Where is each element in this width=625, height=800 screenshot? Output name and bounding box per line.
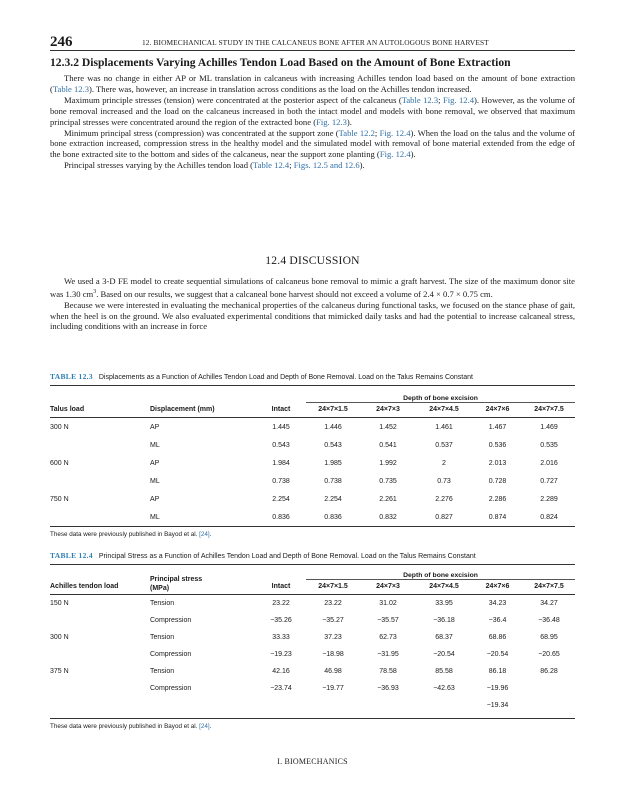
row-type-cell: ML xyxy=(150,477,160,485)
row-label-cell xyxy=(50,508,150,526)
value-cell: 1.467 xyxy=(488,423,507,431)
value-cell: 34.23 xyxy=(488,600,507,607)
value-cell: 68.37 xyxy=(435,634,453,641)
table-caption xyxy=(50,551,575,560)
value-cell: −19.34 xyxy=(486,702,509,709)
column-header: 24×7×3 xyxy=(376,406,400,414)
row-label-cell xyxy=(50,680,150,697)
value-cell: −20.54 xyxy=(433,651,455,658)
row-label-cell: 600 N xyxy=(50,459,69,467)
group-header: Depth of bone excision xyxy=(403,571,478,579)
value-cell: −36.48 xyxy=(538,617,560,624)
table-reference-link[interactable]: Table 12.3 xyxy=(401,94,439,105)
paragraph xyxy=(50,95,575,128)
value-cell: 2.016 xyxy=(540,459,558,467)
table-row xyxy=(50,508,575,526)
value-cell: 0.738 xyxy=(324,477,342,485)
column-header: 24×7×7.5 xyxy=(534,406,564,414)
column-header: 24×7×6 xyxy=(485,583,510,591)
text-run: ; xyxy=(374,127,380,138)
principal-stress-table xyxy=(50,565,575,714)
value-cell: 46.98 xyxy=(324,668,342,675)
figure-reference-link[interactable]: Fig. 12.4 xyxy=(379,127,411,138)
table-row xyxy=(50,629,575,646)
table-caption xyxy=(50,372,575,381)
paragraph xyxy=(50,160,575,171)
row-label-cell: 150 N xyxy=(50,600,69,607)
value-cell: 2.276 xyxy=(435,495,453,503)
value-cell: −19.77 xyxy=(322,685,344,692)
value-cell: −31.95 xyxy=(377,651,399,658)
table-row xyxy=(50,418,575,436)
value-cell: 0.827 xyxy=(435,513,453,521)
section-title-12-3-2: 12.3.2 Displacements Varying Achilles Tendon Load Based on the Amount of Bone Extraction xyxy=(50,56,511,69)
value-cell: 33.95 xyxy=(435,600,453,607)
row-label-cell: 300 N xyxy=(50,423,69,431)
row-type-cell: AP xyxy=(150,495,160,503)
value-cell: 0.536 xyxy=(488,441,507,449)
value-cell: −23.74 xyxy=(270,685,292,692)
row-type-cell: Compression xyxy=(150,651,192,658)
value-cell xyxy=(416,697,472,714)
table-body xyxy=(50,418,575,526)
column-header-row xyxy=(50,580,575,595)
table-12-3 xyxy=(50,372,575,538)
paragraph xyxy=(50,73,575,95)
value-cell: 0.836 xyxy=(272,513,290,521)
row-type-cell: ML xyxy=(150,513,160,521)
table-body xyxy=(50,595,575,714)
text-run: Principal stresses varying by the Achilles tendon load ( xyxy=(64,160,254,171)
value-cell: −20.65 xyxy=(538,651,560,658)
value-cell: 0.836 xyxy=(324,513,342,521)
row-type-cell: AP xyxy=(150,459,160,467)
table-row xyxy=(50,454,575,472)
row-label-cell xyxy=(50,436,150,454)
text-run: ). xyxy=(410,149,416,160)
running-title: 12. BIOMECHANICAL STUDY IN THE CALCANEUS BONE AFTER AN AUTOLOGOUS BONE HARVEST xyxy=(142,38,489,47)
value-cell: −20.54 xyxy=(486,651,509,658)
column-header: 24×7×6 xyxy=(485,406,510,414)
value-cell: 0.543 xyxy=(272,441,290,449)
column-header: 24×7×4.5 xyxy=(429,583,459,591)
value-cell: 1.446 xyxy=(324,423,342,431)
column-header: Talus load xyxy=(50,406,85,414)
superscript: 3 xyxy=(93,288,97,295)
citation-link[interactable]: [24] xyxy=(199,531,210,538)
value-cell: 1.452 xyxy=(379,423,397,431)
table-note xyxy=(50,723,575,730)
group-header: Depth of bone excision xyxy=(403,394,478,402)
text-run: ; xyxy=(438,94,443,105)
value-cell: 2 xyxy=(442,459,446,467)
value-cell: 2.254 xyxy=(324,495,342,503)
column-header: 24×7×3 xyxy=(376,583,400,591)
value-cell: 33.33 xyxy=(272,634,290,641)
value-cell: 31.02 xyxy=(379,600,397,607)
value-cell: 2.289 xyxy=(540,495,558,503)
section-12-3-2-body xyxy=(50,73,575,171)
value-cell: 0.727 xyxy=(540,477,558,485)
value-cell xyxy=(256,697,306,714)
value-cell: 62.73 xyxy=(379,634,397,641)
section-title-12-4: 12.4 DISCUSSION xyxy=(265,254,360,267)
table-12-4 xyxy=(50,551,575,730)
value-cell: 0.541 xyxy=(379,441,397,449)
value-cell: −35.57 xyxy=(377,617,399,624)
value-cell: 23.22 xyxy=(324,600,342,607)
table-reference-link[interactable]: Table 12.2 xyxy=(338,127,375,138)
value-cell: 1.469 xyxy=(540,423,558,431)
value-cell: −19.96 xyxy=(486,685,509,692)
text-run: . Based on our results, we suggest that a calcaneal bone harvest should not exceed a volume of 2.4 × 0.7 × 0.75 cm. xyxy=(96,288,493,299)
header-line: (MPa) xyxy=(150,585,170,592)
text-run: Maximum principle stresses (tension) were concentrated at the posterior aspect of the calcaneus ( xyxy=(64,94,402,105)
column-header: Intact xyxy=(271,406,291,414)
row-type-cell: Tension xyxy=(150,634,175,641)
column-header-principal-stress xyxy=(150,565,256,595)
table-label: TABLE 12.4 xyxy=(50,551,93,560)
value-cell: −36.4 xyxy=(488,617,507,624)
value-cell: 0.537 xyxy=(435,441,453,449)
value-cell xyxy=(523,697,575,714)
table-row xyxy=(50,436,575,454)
value-cell: 85.58 xyxy=(435,668,453,675)
value-cell: 1.984 xyxy=(272,459,290,467)
value-cell: −36.93 xyxy=(377,685,399,692)
value-cell: 34.27 xyxy=(540,600,558,607)
row-type-cell: AP xyxy=(150,423,160,431)
group-header-row xyxy=(50,386,575,402)
row-label-cell: 750 N xyxy=(50,495,69,503)
paragraph xyxy=(50,128,575,161)
running-header xyxy=(50,34,575,50)
figure-reference-link[interactable]: Fig. 12.3 xyxy=(316,116,347,127)
header-line: Principal stress xyxy=(150,576,203,583)
row-label-cell: 300 N xyxy=(50,634,69,641)
value-cell: 1.985 xyxy=(324,459,342,467)
displacement-table xyxy=(50,386,575,526)
figure-reference-link[interactable]: Figs. 12.5 and 12.6 xyxy=(293,160,360,171)
group-header-row xyxy=(50,565,575,579)
value-cell: 37.23 xyxy=(324,634,342,641)
text-run: Minimum principal stress (compression) was concentrated at the support zone ( xyxy=(64,127,339,138)
column-header: 24×7×4.5 xyxy=(429,406,459,414)
value-cell xyxy=(523,680,575,697)
column-header: Displacement (mm) xyxy=(150,406,215,414)
text-run: ). When the load on the talus and the volume of bone extraction increased, compression stress in the healthy model and the simulated model with removal of bone material extended from the edge of the bone extracted site to the bottom and sides of the calcaneus, near the support zone planting ( xyxy=(50,127,575,160)
table-bottom-rule xyxy=(50,718,575,719)
row-label-cell xyxy=(50,697,150,714)
table-label: TABLE 12.3 xyxy=(50,372,93,381)
table-row xyxy=(50,680,575,697)
table-reference-link[interactable]: Table 12.4 xyxy=(253,160,290,171)
page-number: 246 xyxy=(50,34,73,50)
note-text: . xyxy=(209,531,212,538)
value-cell: 78.58 xyxy=(379,668,397,675)
table-note xyxy=(50,531,575,538)
value-cell: −42.63 xyxy=(433,685,455,692)
table-row xyxy=(50,663,575,680)
section-12-4-body xyxy=(50,276,575,332)
note-text: These data were previously published in Bayod et al. xyxy=(50,531,200,538)
text-run: ; xyxy=(289,160,294,171)
text-run: There was no change in either AP or ML translation in calcaneus with increasing Achilles tendon load based on the amount of bone extraction ( xyxy=(50,73,575,94)
value-cell xyxy=(306,697,360,714)
value-cell: 23.22 xyxy=(272,600,290,607)
header-rule xyxy=(50,50,575,51)
table-reference-link[interactable]: Table 12.3 xyxy=(52,83,90,94)
row-type-cell: Tension xyxy=(150,600,175,607)
row-label-cell xyxy=(50,612,150,629)
value-cell: 0.535 xyxy=(540,441,558,449)
text-run: We used a 3-D FE model to create sequential simulations of calcaneus bone removal to mimic a graft harvest. The size of the maximum donor site was 1.30 cm xyxy=(50,276,575,299)
table-row xyxy=(50,490,575,508)
row-type-cell xyxy=(150,697,256,714)
text-run: ). xyxy=(346,116,352,127)
paragraph: Because we were interested in evaluating the mechanical properties of the calcaneus during functional tasks, we focused on the stance phase of gait, when the heel is on the ground. We also evaluated experimental conditions that mimicked daily tasks and had the potential to increase calcaneal stress, including conditions with an increase in force xyxy=(50,299,575,332)
value-cell: 68.95 xyxy=(540,634,558,641)
row-label-cell: 375 N xyxy=(50,668,69,675)
table-description: Principal Stress as a Function of Achilles Tendon Load and Depth of Bone Removal. Load on the Talus Remains Constant xyxy=(98,553,476,560)
value-cell: 0.874 xyxy=(488,513,507,521)
value-cell: −35.27 xyxy=(322,617,344,624)
value-cell: 0.728 xyxy=(488,477,507,485)
value-cell: 0.735 xyxy=(379,477,397,485)
value-cell: 2.013 xyxy=(488,459,507,467)
row-label-cell xyxy=(50,472,150,490)
citation-link[interactable]: [24] xyxy=(199,723,210,730)
value-cell: 68.86 xyxy=(488,634,507,641)
note-text: . xyxy=(209,723,212,730)
note-text: These data were previously published in Bayod et al. xyxy=(50,723,200,730)
text-run: ). xyxy=(359,160,365,171)
value-cell: −18.98 xyxy=(322,651,344,658)
value-cell: 2.261 xyxy=(379,495,397,503)
value-cell: 1.445 xyxy=(272,423,290,431)
row-type-cell: Tension xyxy=(150,668,175,675)
row-label-cell xyxy=(50,646,150,663)
value-cell: −36.18 xyxy=(433,617,455,624)
text-run: ). However, as the volume of bone removal increased and the load on the calcaneus increased in both the intact model and models with bone removal, we observed that maximum principal stresses were concentrated around the region of the extracted bone ( xyxy=(50,94,575,127)
column-header: Achilles tendon load xyxy=(50,583,119,591)
value-cell: −19.23 xyxy=(270,651,292,658)
column-header-row xyxy=(50,403,575,418)
value-cell xyxy=(360,697,416,714)
figure-reference-link[interactable]: Fig. 12.4 xyxy=(442,94,475,105)
value-cell: 0.832 xyxy=(379,513,397,521)
column-header: 24×7×7.5 xyxy=(534,583,564,591)
value-cell: 2.254 xyxy=(272,495,290,503)
row-type-cell: Compression xyxy=(150,617,192,624)
column-header: 24×7×1.5 xyxy=(318,583,348,591)
table-bottom-rule xyxy=(50,526,575,527)
table-row xyxy=(50,646,575,663)
value-cell: 42.16 xyxy=(272,668,290,675)
column-header: 24×7×1.5 xyxy=(318,406,348,414)
value-cell: −35.26 xyxy=(270,617,292,624)
table-row xyxy=(50,612,575,629)
text-run: ). There was, however, an increase in translation across conditions as the load on the Achilles tendon increased. xyxy=(89,83,472,94)
paragraph xyxy=(50,276,575,300)
value-cell: 86.28 xyxy=(540,668,558,675)
value-cell: 0.738 xyxy=(272,477,290,485)
table-row xyxy=(50,697,575,714)
page-footer: I. BIOMECHANICS xyxy=(277,757,348,766)
value-cell: 1.992 xyxy=(379,459,397,467)
value-cell: 0.543 xyxy=(324,441,342,449)
value-cell: 86.18 xyxy=(488,668,507,675)
value-cell: 2.286 xyxy=(488,495,507,503)
value-cell: 0.73 xyxy=(437,477,451,485)
table-description: Displacements as a Function of Achilles Tendon Load and Depth of Bone Removal. Load on the Talus Remains Constant xyxy=(98,374,473,381)
table-row xyxy=(50,472,575,490)
row-type-cell: Compression xyxy=(150,685,192,692)
value-cell: 0.824 xyxy=(540,513,558,521)
row-type-cell: ML xyxy=(150,441,160,449)
value-cell: 1.461 xyxy=(435,423,453,431)
column-header: Intact xyxy=(271,583,291,591)
table-row xyxy=(50,595,575,612)
figure-reference-link[interactable]: Fig. 12.4 xyxy=(379,149,411,160)
